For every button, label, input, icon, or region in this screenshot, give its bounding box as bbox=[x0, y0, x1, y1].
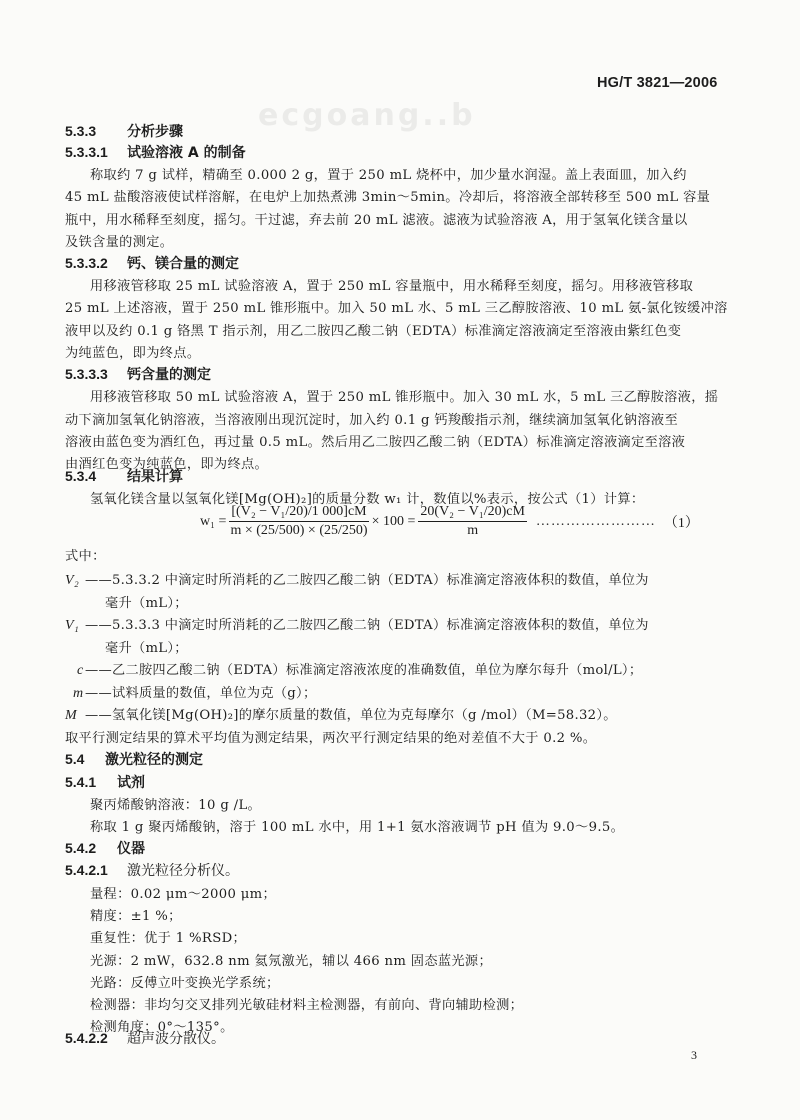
section-title: 试验溶液 A 的制备 bbox=[127, 145, 246, 161]
section-number: 5.3.3.3 bbox=[65, 366, 108, 382]
where-label: 式中： bbox=[65, 549, 106, 564]
formula-multiplier: × 100 = bbox=[371, 513, 416, 529]
variable-definition bbox=[73, 682, 316, 702]
fraction-2-numerator: 20(V₂ − V₁/20)cM bbox=[418, 504, 527, 522]
result-statement: 取平行测定结果的算术平均值为测定结果，两次平行测定结果的绝对差值不大于 0.2 %。 bbox=[65, 731, 597, 746]
section-heading-5-4-2-1 bbox=[65, 860, 239, 880]
variable-text: ——乙二胺四乙酸二钠（EDTA）标准滴定溶液浓度的准确数值，单位为摩尔每升（mol/L）； bbox=[85, 663, 643, 678]
paragraph-line: 用移液管移取 25 mL 试验溶液 A，置于 250 mL 容量瓶中，用水稀释至刻度，摇匀。用移液管移取 bbox=[90, 279, 694, 294]
paragraph-line: 为纯蓝色，即为终点。 bbox=[65, 346, 201, 361]
section-title: 仪器 bbox=[117, 841, 145, 857]
variable-text: ——氢氧化镁[Mg(OH)₂]的摩尔质量的数值，单位为克每摩尔（g /mol）（M=58.32）。 bbox=[85, 708, 617, 723]
variable-symbol: M bbox=[65, 708, 77, 723]
section-number: 5.4 bbox=[65, 751, 85, 767]
fraction-2 bbox=[418, 504, 527, 539]
paragraph-line: 用移液管移取 50 mL 试验溶液 A，置于 250 mL 锥形瓶中。加入 30 mL 水，5 mL 三乙醇胺溶液，摇 bbox=[90, 390, 719, 405]
section-heading-5-4-2-2 bbox=[65, 1028, 225, 1048]
standard-number: HG/T 3821—2006 bbox=[597, 75, 718, 91]
section-heading-5-3-3-1 bbox=[65, 142, 246, 162]
spec-line: 光路：反傅立叶变换光学系统； bbox=[90, 976, 280, 991]
paragraph-line: 及铁含量的测定。 bbox=[65, 235, 174, 250]
variable-text: ——5.3.3.2 中滴定时所消耗的乙二胺四乙酸二钠（EDTA）标准滴定溶液体积的数值，单位为 bbox=[85, 573, 649, 588]
paragraph-line: 溶液由蓝色变为酒红色，再过量 0.5 mL。然后用乙二胺四乙酸二钠（EDTA）标准滴定溶液滴定至溶液 bbox=[65, 435, 686, 450]
formula-1 bbox=[200, 504, 699, 539]
paragraph-line: 聚丙烯酸钠溶液：10 g /L。 bbox=[90, 798, 262, 813]
section-heading-5-3-3-2 bbox=[65, 253, 239, 273]
section-title: 试剂 bbox=[117, 775, 145, 791]
paragraph-line: 动下滴加氢氧化钠溶液，当溶液刚出现沉淀时，加入约 0.1 g 钙羧酸指示剂，继续滴加氢氧化钠溶液至 bbox=[65, 413, 679, 428]
section-number: 5.3.3.1 bbox=[65, 144, 108, 160]
variable-symbol: V₁ bbox=[65, 618, 80, 633]
equation-number: （1） bbox=[663, 515, 699, 531]
variable-definition bbox=[65, 569, 649, 589]
fraction-2-denominator: m bbox=[467, 523, 479, 538]
variable-continuation: 毫升（mL）； bbox=[105, 596, 188, 611]
watermark: ecgoang..b bbox=[258, 98, 476, 133]
section-title: 激光粒径分析仪。 bbox=[127, 863, 239, 879]
spec-line: 量程：0.02 μm～2000 μm； bbox=[90, 887, 277, 902]
formula-leader-dots: …………………… bbox=[535, 513, 656, 529]
spec-line: 检测角度：0°～135°。 bbox=[90, 1020, 234, 1035]
section-heading-5-4-2 bbox=[65, 838, 145, 858]
section-title: 钙、镁合量的测定 bbox=[127, 256, 239, 272]
section-title: 结果计算 bbox=[127, 469, 183, 485]
section-number: 5.4.2.2 bbox=[65, 1030, 108, 1046]
variable-symbol: V₂ bbox=[65, 573, 80, 588]
fraction-1-numerator: [(V₂ − V₁/20)/1 000]cM bbox=[229, 504, 368, 522]
spec-line: 精度：±1 %； bbox=[90, 909, 182, 924]
paragraph-line: 液甲以及约 0.1 g 铬黑 T 指示剂，用乙二胺四乙酸二钠（EDTA）标准滴定溶液滴定至溶液由紫红色变 bbox=[65, 324, 682, 339]
section-number: 5.4.2 bbox=[65, 840, 97, 856]
section-number: 5.3.3 bbox=[65, 123, 97, 139]
variable-definition bbox=[65, 704, 617, 724]
section-heading-5-4-1 bbox=[65, 772, 145, 792]
variable-continuation: 毫升（mL）； bbox=[105, 641, 188, 656]
section-heading-5-3-3-3 bbox=[65, 364, 211, 384]
paragraph-line: 45 mL 盐酸溶液使试样溶解，在电炉上加热煮沸 3min～5min。冷却后，将溶液全部转移至 500 mL 容量 bbox=[65, 190, 711, 205]
spec-line: 检测器：非均匀交叉排列光敏硅材料主检测器，有前向、背向辅助检测； bbox=[90, 998, 524, 1013]
section-number: 5.4.1 bbox=[65, 774, 97, 790]
variable-symbol: c bbox=[77, 663, 84, 678]
variable-definition bbox=[77, 659, 642, 679]
spec-line: 光源：2 mW，632.8 nm 氦氖激光，辅以 466 nm 固态蓝光源； bbox=[90, 954, 493, 969]
page-number: 3 bbox=[691, 1048, 697, 1062]
section-heading-5-4 bbox=[65, 749, 203, 769]
spec-line: 重复性：优于 1 %RSD； bbox=[90, 931, 247, 946]
section-title: 超声波分散仪。 bbox=[127, 1031, 225, 1047]
variable-definition bbox=[65, 614, 649, 634]
paragraph-line: 称取 1 g 聚丙烯酸钠，溶于 100 mL 水中，用 1+1 氨水溶液调节 pH 值为 9.0～9.5。 bbox=[90, 820, 625, 835]
section-title: 激光粒径的测定 bbox=[105, 752, 203, 768]
formula-intro: 氢氧化镁含量以氢氧化镁[Mg(OH)₂]的质量分数 w₁ 计，数值以%表示，按公式（1）计算： bbox=[90, 492, 645, 507]
section-number: 5.3.3.2 bbox=[65, 255, 108, 271]
paragraph-line: 25 mL 上述溶液，置于 250 mL 锥形瓶中。加入 50 mL 水、5 mL 三乙醇胺溶液、10 mL 氨-氯化铵缓冲溶 bbox=[65, 301, 728, 316]
section-number: 5.4.2.1 bbox=[65, 862, 108, 878]
section-heading-5-3-3 bbox=[65, 121, 183, 141]
section-title: 分析步骤 bbox=[127, 124, 183, 140]
variable-text: ——试料质量的数值，单位为克（g）； bbox=[85, 686, 317, 701]
paragraph-line: 瓶中，用水稀释至刻度，摇匀。干过滤，弃去前 20 mL 滤液。滤液为试验溶液 A，用于氢氧化镁含量以 bbox=[65, 213, 688, 228]
paragraph-line: 由酒红色变为纯蓝色，即为终点。 bbox=[65, 457, 269, 472]
section-number: 5.3.4 bbox=[65, 468, 97, 484]
paragraph-line: 称取约 7 g 试样，精确至 0.000 2 g，置于 250 mL 烧杯中，加少量水润湿。盖上表面皿，加入约 bbox=[90, 168, 687, 183]
fraction-1-denominator: m × (25/500) × (25/250) bbox=[230, 523, 368, 538]
formula-lhs: w₁ = bbox=[200, 513, 227, 529]
variable-symbol: m bbox=[73, 686, 84, 701]
variable-text: ——5.3.3.3 中滴定时所消耗的乙二胺四乙酸二钠（EDTA）标准滴定溶液体积的数值，单位为 bbox=[85, 618, 649, 633]
section-title: 钙含量的测定 bbox=[127, 367, 211, 383]
section-heading-5-3-4 bbox=[65, 466, 183, 486]
fraction-1 bbox=[229, 504, 368, 539]
